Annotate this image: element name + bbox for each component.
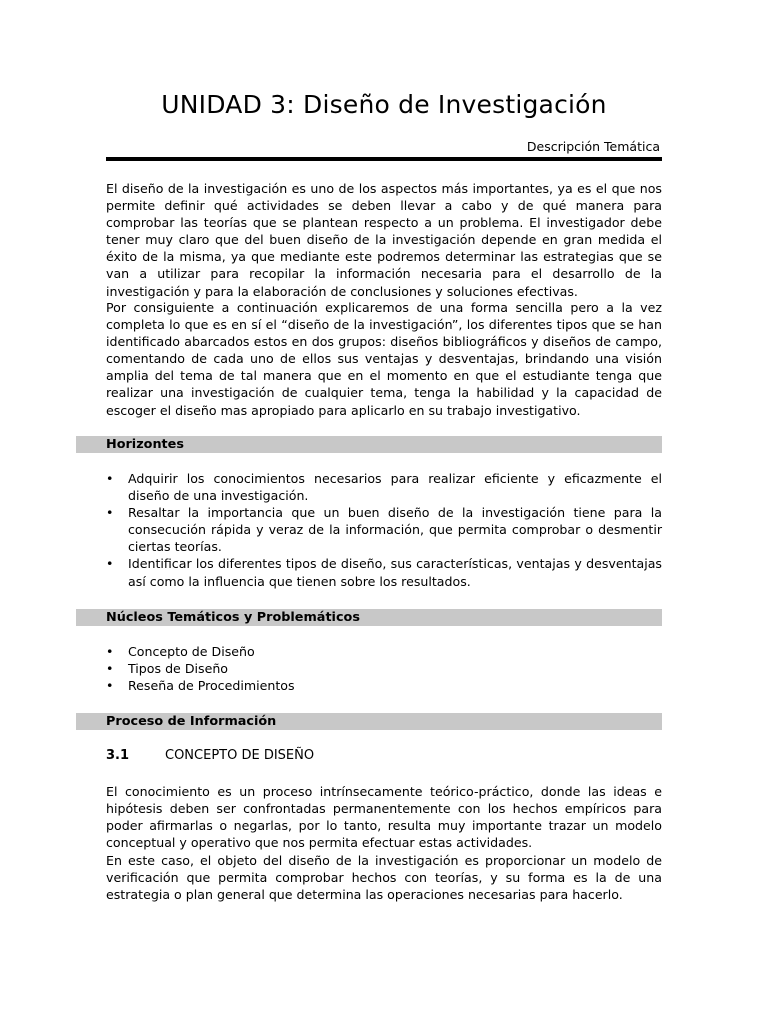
bullet-icon: • xyxy=(106,556,114,572)
intro-paragraph-1: El diseño de la investigación es uno de los aspectos más importantes, ya es el que nos permite definir qué actividades se deben llevar a cabo y de qué manera para comprobar las teorías que se plantean respecto a un problema. El investigador debe tener muy claro que del buen diseño de la investigación depende en gran medida el éxito de la misma, ya que mediante este podremos determinar las estrategias que se van a utilizar para recopilar la información necesaria para el desarrollo de la investigación y para la elaboración de conclusiones y soluciones efectivas. xyxy=(106,181,662,299)
section-bar-nucleos xyxy=(76,609,662,626)
list-item-text: Identificar los diferentes tipos de diseño, sus características, ventajas y desventajas así como la influencia que tienen sobre los resultados. xyxy=(128,556,662,589)
page-subtitle: Descripción Temática xyxy=(526,139,660,154)
list-item xyxy=(106,643,662,660)
nucleos-list xyxy=(106,643,662,694)
title-divider xyxy=(106,157,662,161)
section-bar-horizontes xyxy=(76,436,662,453)
list-item xyxy=(106,504,662,555)
subsection-title: CONCEPTO DE DISEÑO xyxy=(165,748,315,763)
subsection-heading xyxy=(106,748,314,763)
list-item-text: Resaltar la importancia que un buen diseño de la investigación tiene para la consecución rápida y veraz de la información, que permita comprobar o desmentir ciertas teorías. xyxy=(128,505,662,555)
bullet-icon: • xyxy=(106,678,114,694)
list-item xyxy=(106,677,662,694)
concepto-paragraph-1: El conocimiento es un proceso intrínsecamente teórico-práctico, donde las ideas e hipótesis deben ser confrontadas permanentemente con los hechos empíricos para poder afirmarlas o negarlas, por lo tanto, resulta muy importante trazar un modelo conceptual y operativo que nos permita efectuar estas actividades. xyxy=(106,784,662,851)
section-bar-proceso xyxy=(76,713,662,730)
list-item-text: Tipos de Diseño xyxy=(128,661,229,677)
list-item xyxy=(106,660,662,677)
page-title: UNIDAD 3: Diseño de Investigación xyxy=(161,90,607,119)
bullet-icon: • xyxy=(106,505,114,521)
bullet-icon: • xyxy=(106,661,114,677)
list-item-text: Adquirir los conocimientos necesarios para realizar eficiente y eficazmente el diseño de una investigación. xyxy=(128,471,662,504)
list-item xyxy=(106,555,662,589)
bullet-icon: • xyxy=(106,471,114,486)
section-heading-horizontes: Horizontes xyxy=(106,437,184,452)
list-item-text: Reseña de Procedimientos xyxy=(128,678,295,694)
bullet-icon: • xyxy=(106,644,114,659)
list-item xyxy=(106,470,662,504)
subsection-number: 3.1 xyxy=(106,748,130,763)
horizontes-list xyxy=(106,470,662,590)
intro-paragraph-2: Por consiguiente a continuación explicaremos de una forma sencilla pero a la vez completa lo que es en sí el “diseño de la investigación”, los diferentes tipos que se han identificado abarcados estos en dos grupos: diseños bibliográficos y diseños de campo, comentando de cada uno de ellos sus ventajas y desventajas, brindando una visión amplia del tema de tal manera que en el momento en que el estudiante tenga que realizar una investigación de cualquier tema, tenga la habilidad y la capacidad de escoger el diseño mas apropiado para aplicarlo en su trabajo investigativo. xyxy=(106,300,662,418)
list-item-text: Concepto de Diseño xyxy=(128,644,255,659)
section-heading-nucleos: Núcleos Temáticos y Problemáticos xyxy=(106,610,360,625)
section-heading-proceso: Proceso de Información xyxy=(106,714,277,729)
concepto-paragraph-2: En este caso, el objeto del diseño de la investigación es proporcionar un modelo de verificación que permita comprobar hechos con teorías, y su forma es la de una estrategia o plan general que determina las operaciones necesarias para hacerlo. xyxy=(106,853,662,903)
